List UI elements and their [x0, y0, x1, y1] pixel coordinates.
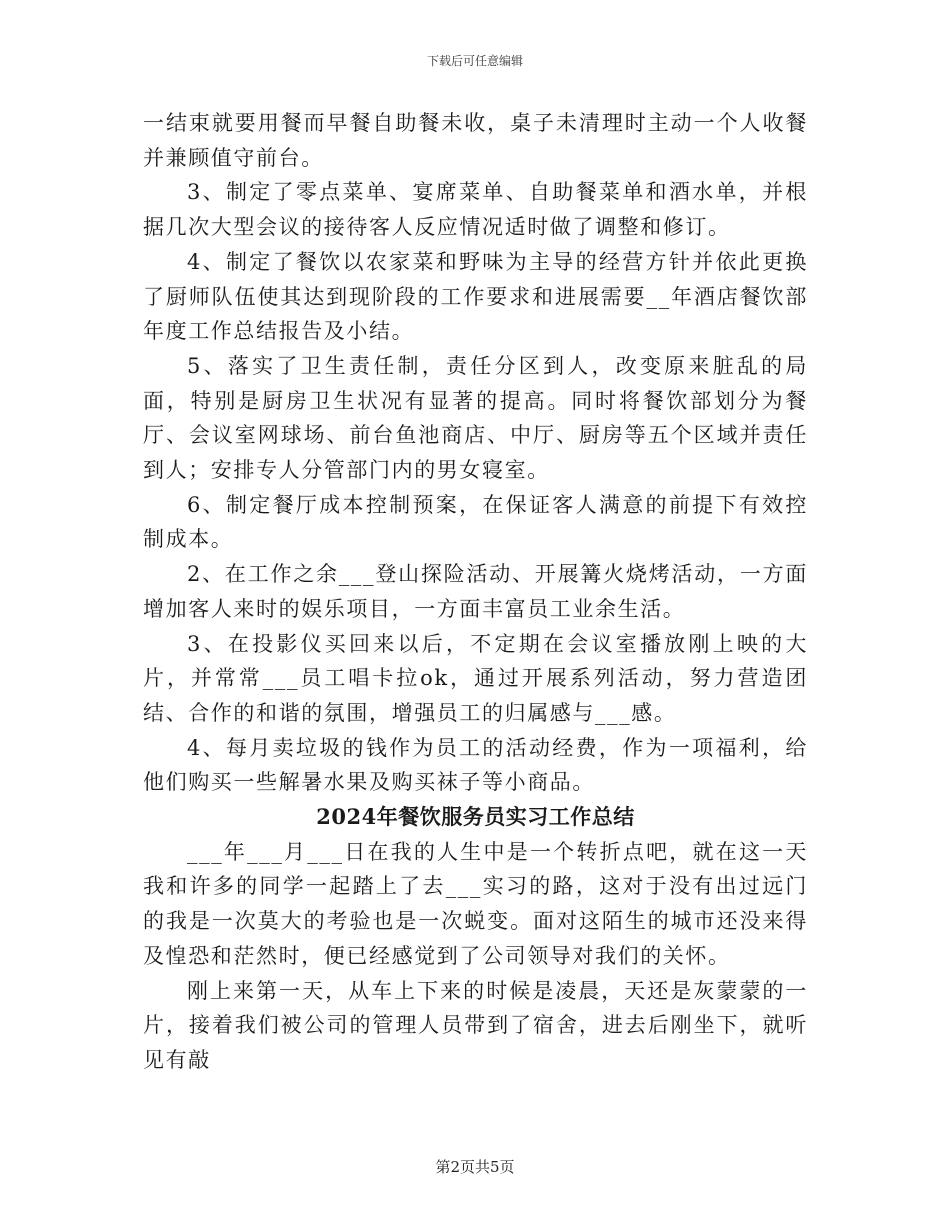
paragraph: 4、每月卖垃圾的钱作为员工的活动经费，作为一项福利，给他们购买一些解暑水果及购买袜子等小商品。: [143, 735, 808, 795]
paragraph: 一结束就要用餐而早餐自助餐未收，桌子未清理时主动一个人收餐并兼顾值守前台。: [143, 111, 808, 170]
paragraph: 6、制定餐厅成本控制预案，在保证客人满意的前提下有效控制成本。: [143, 492, 808, 552]
paragraph: 刚上来第一天，从车上下来的时候是凌晨，天还是灰蒙蒙的一片，接着我们被公司的管理人员带到了宿舍，进去后刚坐下，就听见有敲: [143, 978, 808, 1072]
paragraph: ___年___月___日在我的人生中是一个转折点吧，就在这一天我和许多的同学一起踏上了去___实习的路，这对于没有出过远门的我是一次莫大的考验也是一次蜕变。面对这陌生的城市还没来得及惶恐和茫然时，便已经感觉到了公司领导对我们的关怀。: [143, 839, 808, 968]
page-number: 第2页共5页: [435, 1158, 515, 1176]
paragraph: 5、落实了卫生责任制，责任分区到人，改变原来脏乱的局面，特别是厨房卫生状况有显著的提高。同时将餐饮部划分为餐厅、会议室网球场、前台鱼池商店、中厅、厨房等五个区域并责任到人；安排专人分管部门内的男女寝室。: [143, 353, 808, 483]
paragraph: 2、在工作之余___登山探险活动、开展篝火烧烤活动，一方面增加客人来时的娱乐项目，一方面丰富员工业余生活。: [143, 562, 808, 621]
paragraph: 3、制定了零点菜单、宴席菜单、自助餐菜单和酒水单，并根据几次大型会议的接待客人反应情况适时做了调整和修订。: [143, 180, 808, 240]
section-title: 2024年餐饮服务员实习工作总结: [316, 804, 635, 830]
page-header-note: 下载后可任意编辑: [426, 54, 523, 68]
document-body: [143, 106, 808, 1078]
paragraph: 3、在投影仪买回来以后，不定期在会议室播放刚上映的大片，并常常___员工唱卡拉ok，通过开展系列活动，努力营造团结、合作的和谐的氛围，增强员工的归属感与___感。: [143, 631, 808, 725]
paragraph: 4、制定了餐饮以农家菜和野味为主导的经营方针并依此更换了厨师队伍使其达到现阶段的工作要求和进展需要__年酒店餐饮部年度工作总结报告及小结。: [143, 249, 808, 344]
